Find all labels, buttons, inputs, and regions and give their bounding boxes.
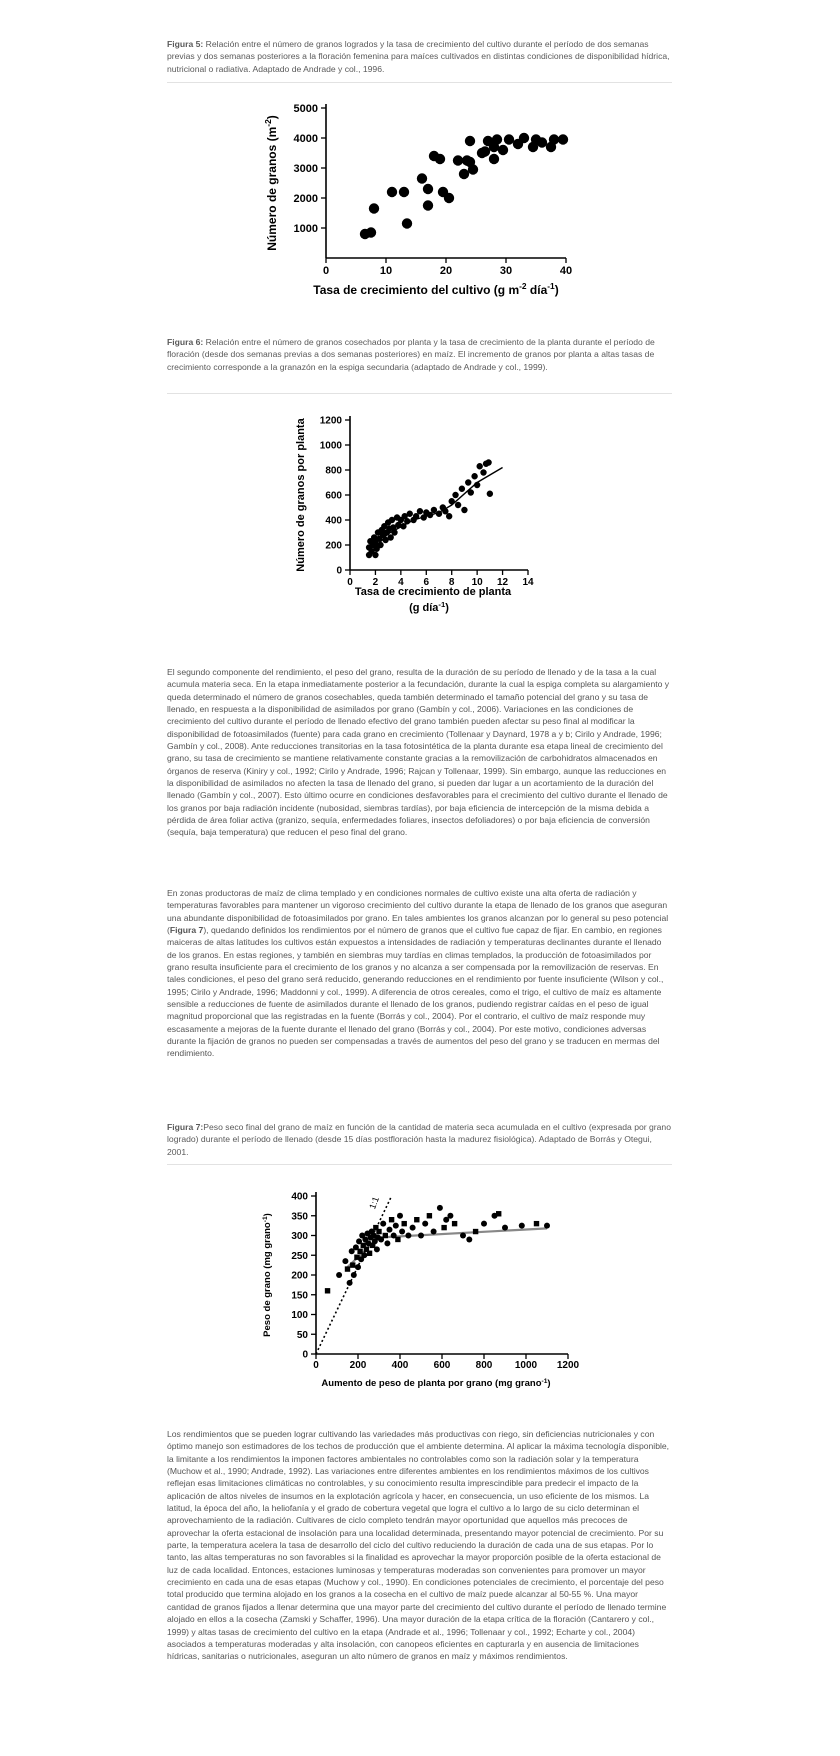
data-point — [489, 154, 499, 164]
figure6-chart — [292, 404, 542, 636]
data-point — [417, 173, 427, 183]
y-tick-label: 1000 — [319, 440, 342, 452]
y-axis-label: Número de granos por planta — [295, 418, 307, 572]
x-tick-label: 6 — [423, 577, 430, 588]
figure7-caption — [167, 1121, 672, 1158]
data-point — [427, 1213, 432, 1218]
data-point — [466, 1236, 472, 1242]
x-tick-label: 12 — [497, 577, 509, 588]
data-point — [402, 1221, 407, 1226]
figure5-caption — [167, 38, 672, 75]
y-tick-label: 50 — [296, 1329, 308, 1341]
data-point — [367, 1251, 372, 1256]
x-tick-label: 1000 — [514, 1360, 538, 1371]
data-point — [399, 187, 409, 197]
data-point — [350, 1262, 355, 1267]
data-point — [534, 1221, 539, 1226]
data-point — [351, 1272, 357, 1278]
data-point — [325, 1288, 330, 1293]
x-tick-label: 0 — [347, 577, 353, 588]
data-point — [418, 1233, 424, 1239]
data-point — [387, 1227, 393, 1233]
data-point — [485, 459, 491, 465]
y-axis-label: Peso de grano (mg grano$^{-1}$) — [261, 1213, 273, 1337]
y-tick-label: 600 — [325, 490, 342, 502]
data-point — [481, 1221, 487, 1227]
data-point — [461, 507, 467, 513]
y-tick-label: 150 — [291, 1290, 308, 1302]
y-tick-label: 0 — [336, 565, 342, 577]
data-point — [502, 1225, 508, 1231]
y-tick-label: 200 — [325, 540, 342, 552]
body-paragraph-1: El segundo componente del rendimiento, el peso del grano, resulta de la duración de su período de llenado y de la tasa a la cual acumula materia seca. En la etapa inmediatamente posterior a la fecundación, durante la cual la espiga completa su alargamiento y queda determinado el número de granos cosechables, queda también determinado el tamaño potencial del grano y su tasa de llenado, en respuesta a la disponibilidad de asimilados por grano (Gambín y col., 2006). Variaciones en las condiciones de crecimiento del cultivo durante el período de llenado efectivo del grano también pueden afectar su peso final al modificar la disponibilidad de fotoasimilados (fuente) para cada grano en crecimiento (Tollenaar y Daynard, 1978 a y b; Cirilo y Andrade, 1996; Gambín y col., 2008). Ante reducciones transitorias en la tasa fotosintética de la planta durante esa etapa lineal de crecimiento del grano, su tasa de crecimiento se mantiene relativamente constante gracias a la removilización de carbohidratos almacenados en órganos de reserva (Kiniry y col., 1992; Cirilo y Andrade, 1996; Rajcan y Tollenaar, 1999). Sin embargo, aunque las reducciones en la disponibilidad de asimilados no afecten la tasa de llenado del grano, si pueden dar lugar a un acortamiento de la duración del llenado (Gambín y col., 2007). Esto último ocurre en condiciones desfavorables para el crecimiento del cultivo durante el llenado de los granos por baja radiación incidente (nubosidad, siembras tardías), por baja eficiencia de intercepción de la misma debida a pérdida de área foliar activa (granizo, sequía, enfermedades foliares, insectos defoliadores) o por baja eficiencia de conversión (sequía, baja temperatura) que reducen el peso final del grano. — [167, 667, 670, 838]
x-tick-label: 4 — [398, 577, 404, 588]
data-point — [480, 146, 490, 156]
data-point — [422, 1221, 428, 1227]
data-point — [383, 1233, 388, 1238]
figure6-chart-svg — [292, 404, 542, 636]
data-point — [460, 1233, 466, 1239]
y-tick-label: 4000 — [293, 132, 318, 145]
data-point — [380, 1221, 386, 1227]
data-point — [447, 1213, 453, 1219]
figure5-chart-svg — [262, 98, 578, 304]
divider — [167, 1164, 672, 1165]
data-point — [459, 486, 465, 492]
data-point — [544, 1223, 550, 1229]
data-point — [423, 200, 433, 210]
x-tick-label: 10 — [379, 265, 393, 277]
x-tick-label: 200 — [349, 1360, 367, 1371]
x-tick-label: 40 — [559, 265, 573, 277]
y-tick-label: 350 — [291, 1211, 308, 1223]
divider — [167, 393, 672, 394]
data-point — [519, 133, 529, 143]
data-point — [549, 134, 559, 144]
x-tick-label: 20 — [439, 265, 453, 277]
data-point — [504, 134, 514, 144]
data-point — [345, 1266, 350, 1271]
data-point — [347, 1280, 353, 1286]
data-point — [369, 203, 379, 213]
data-point — [474, 482, 480, 488]
data-point — [410, 1225, 416, 1231]
x-tick-label: 600 — [433, 1360, 451, 1371]
data-point — [492, 134, 502, 144]
data-point — [336, 1272, 342, 1278]
y-tick-label: 400 — [325, 515, 342, 527]
body-paragraph-3: Los rendimientos que se pueden lograr cultivando las variedades más productivas con riego, sin deficiencias nutricionales y con óptimo manejo son estimadores de los techos de producción que el ambiente determina. Al aplicar la máxima tecnología disponible, la limitante a los rendimientos la imponen factores ambientales no controlables como son la radiación solar y la temperatura (Muchow et al., 1990; Andrade, 1992). Las variaciones entre diferentes ambientes en los rendimientos máximos de los cultivos reflejan esas limitaciones climáticas no controlables, y su conocimiento resulta imprescindible para predecir el impacto de la aplicación de altos niveles de insumos en la explotación agrícola y hacer, en consecuencia, un uso eficiente de los mismos. La latitud, la época del año, la heliofanía y el grado de cobertura vegetal que logra el cultivo a lo largo de su ciclo determinan el aprovechamiento de la radiación. Cultivares de ciclo completo tendrán mayor oportunidad que aquellos más precoces de aprovechar la oferta estacional de insolación para una localidad determinada, presentando mayor potencial de crecimiento. Por su parte, la temperatura acelera la tasa de desarrollo del ciclo del cultivo reduciendo la duración de cada una de sus etapas. Por lo tanto, las altas temperaturas no son favorables si la finalidad es aprovechar la mayor proporción posible de la oferta estacional de luz de cada localidad. Entonces, estaciones luminosas y temperaturas moderadas son convenientes para promover un mayor crecimiento en cada una de esas etapas (Muchow y col., 1990). En condiciones potenciales de crecimiento, el porcentaje del peso total producido que termina alojado en los granos a la cosecha en el cultivo de maíz puede alcanzar al 50-55 %. Una mayor cantidad de granos fijados a llenar determina que una mayor parte del crecimiento del cultivo durante el período de llenado termine alojado en ellos a la cosecha (Zamski y Schaffer, 1996). Una mayor duración de la etapa crítica de la floración (Cantarero y col., 1999) y altas tasas de crecimiento del cultivo en la etapa (Andrade et al., 1996; Tollenaar y col., 1992; Echarte y col., 2004) asociados a temperaturas moderadas y alta insolación, con canopeos eficientes en capturarla y en ausencia de limitaciones hídricas, sanitarias o nutricionales, aseguran un alto número de granos en maíz y máximos rendimientos. — [167, 1429, 670, 1662]
x-tick-label: 30 — [499, 265, 513, 277]
data-point — [399, 1229, 405, 1235]
data-point — [558, 134, 568, 144]
y-tick-label: 0 — [302, 1349, 308, 1361]
data-point — [487, 491, 493, 497]
x-tick-label: 1200 — [556, 1360, 580, 1371]
figure7-chart — [256, 1186, 588, 1398]
y-tick-label: 800 — [325, 465, 342, 477]
data-point — [431, 1229, 437, 1235]
data-point — [453, 155, 463, 165]
data-point — [407, 511, 413, 517]
data-point — [465, 479, 471, 485]
body-paragraph-2 — [167, 887, 672, 1060]
y-tick-label: 5000 — [293, 102, 318, 115]
y-tick-label: 200 — [291, 1270, 308, 1282]
y-tick-label: 100 — [291, 1310, 308, 1321]
y-tick-label: 250 — [291, 1250, 308, 1262]
y-axis-label: Número de granos $(m^{-2})$ — [263, 115, 279, 251]
x-tick-label: 0 — [313, 1360, 319, 1371]
data-point — [459, 169, 469, 179]
data-point — [342, 1258, 348, 1264]
data-point — [395, 1237, 400, 1242]
data-point — [404, 518, 410, 524]
data-point — [387, 187, 397, 197]
figure5-chart — [262, 98, 578, 304]
x-tick-label: 2 — [372, 577, 379, 588]
data-point — [468, 489, 474, 495]
data-point — [402, 218, 412, 228]
data-point — [437, 1205, 443, 1211]
figure5-caption-text: Relación entre el número de granos logrados y la tasa de crecimiento del cultivo durante el período de dos semanas previas y dos semanas posteriores a la floración femenina para maíces cultivados en distintas condiciones de disponibilidad hídrica, nutricional o radiativa. Adaptado de Andrade y col., 1996. — [167, 39, 670, 74]
data-point — [452, 492, 458, 498]
data-point — [377, 542, 383, 548]
x-axis-label: Aumento de peso de planta por grano (mg grano$^{-1}$) — [321, 1377, 551, 1389]
data-point — [471, 473, 477, 479]
body-paragraph-2-text-a: En zonas productoras de maíz de clima templado y en condiciones normales de cultivo existe una alta oferta de radiación y temperaturas favorables para mantener un vigoroso crecimiento del cultivo durante la etapa de llenado de los granos que aseguran una abundante disponibilidad de fotoasimilados por grano. En tales ambientes los granos alcanzan por lo general su peso potencial ( — [167, 888, 669, 936]
data-point — [414, 1217, 419, 1222]
data-point — [357, 1249, 362, 1254]
data-point — [480, 469, 486, 475]
data-point — [376, 1229, 381, 1234]
data-point — [444, 193, 454, 203]
x-tick-label: 0 — [322, 265, 330, 277]
y-tick-label: 2000 — [293, 192, 318, 205]
figure7-reference: Figura 7 — [169, 925, 204, 936]
y-tick-label: 3000 — [293, 162, 318, 175]
y-tick-label: 1200 — [319, 415, 342, 427]
data-point — [393, 1223, 399, 1229]
x-axis-label: Tasa de crecimiento de planta — [354, 586, 512, 598]
body-paragraph-2-text-b: ), quedando definidos los rendimientos por el número de granos que el cultivo fue capaz de fijar. En cambio, en regiones maiceras de altas latitudes los cultivos están expuestos a intensidades de radiación y temperaturas declinantes durante el llenado de los granos. En estas regiones, y también en siembras muy tardías en climas templados, la producción de fotoasimilados por grano resulta insuficiente para el crecimiento de los granos y no alcanza a ser compensada por la removilización de reservas. En tales condiciones, el peso del grano será reducido, generando reducciones en el rendimiento por fuente insuficiente (Wilson y col., 1995; Cirilo y Andrade, 1996; Maddonni y col., 1999). A diferencia de otros cereales, como el trigo, el cultivo de maíz es altamente sensible a reducciones de fuente de asimilados durante el llenado de los granos, pudiendo registrar caídas en el peso de igual magnitud proporcional que las registradas en la fuente (Borrás y col., 2004). Por el contrario, el cultivo de maíz responde muy escasamente a mejoras de la fuente durante el llenado del grano (Borrás y col., 2004). Por este motivo, condiciones adversas durante la fijación de granos no pueden ser compensadas a través de aumentos del peso del grano y se traducen en mermas del rendimiento. — [167, 925, 664, 1059]
data-point — [417, 508, 423, 514]
data-point — [476, 463, 482, 469]
x-tick-label: 800 — [475, 1360, 493, 1371]
data-point — [452, 1221, 457, 1226]
figure6-caption-text: Relación entre el número de granos cosechados por planta y la tasa de crecimiento de la planta durante el período de floración (desde dos semanas previas a dos semanas posteriores) en maíz. El incremento de granos por planta a altas tasas de crecimiento corresponde a la granazón en la espiga secundaria (adaptado de Andrade y col., 1999). — [167, 337, 655, 372]
x-axis-label-unit: (g día$^{-1}$) — [409, 599, 449, 614]
data-point — [391, 529, 397, 535]
data-point — [361, 1252, 367, 1258]
x-tick-label: 10 — [471, 577, 483, 588]
data-point — [537, 137, 547, 147]
data-point — [436, 511, 442, 517]
data-point — [498, 145, 508, 155]
x-axis-label: Tasa de crecimiento del cultivo (g $m^{-2}$ día$^{-1}$) — [313, 281, 559, 297]
data-point — [455, 502, 461, 508]
figure7-caption-text: Peso seco final del grano de maíz en función de la cantidad de materia seca acumulada en el cultivo (expresada por grano logrado) durante el período de llenado (desde 15 días postfloración hasta la madurez fisiológica). Adaptado de Borrás y Otegui, 2001. — [167, 1122, 671, 1157]
figure6-caption — [167, 336, 672, 373]
data-point — [384, 1240, 390, 1246]
data-point — [405, 1233, 411, 1239]
data-point — [446, 513, 452, 519]
figure7-chart-svg — [256, 1186, 588, 1398]
data-point — [441, 1225, 446, 1230]
data-point — [366, 227, 376, 237]
data-point — [519, 1223, 525, 1229]
data-point — [423, 184, 433, 194]
data-point — [496, 1211, 501, 1216]
figure7-caption-label: Figura 7: — [167, 1122, 204, 1132]
y-tick-label: 300 — [291, 1231, 308, 1242]
x-tick-label: 8 — [448, 577, 455, 588]
y-tick-label: 400 — [291, 1191, 308, 1203]
data-point — [374, 1246, 380, 1252]
data-point — [372, 552, 378, 558]
figure5-caption-label: Figura 5: — [167, 39, 204, 49]
data-point — [355, 1264, 361, 1270]
x-tick-label: 14 — [522, 577, 534, 588]
data-point — [435, 154, 445, 164]
data-point — [473, 1229, 478, 1234]
y-tick-label: 1000 — [293, 222, 318, 235]
data-point — [468, 164, 478, 174]
data-point — [431, 507, 437, 513]
data-point — [465, 136, 475, 146]
annotation-label: 1:1 — [367, 1195, 381, 1211]
divider — [167, 82, 672, 83]
x-tick-label: 400 — [391, 1360, 409, 1371]
data-point — [389, 1217, 394, 1222]
data-point — [397, 1213, 403, 1219]
figure6-caption-label: Figura 6: — [167, 337, 204, 347]
data-point — [449, 498, 455, 504]
